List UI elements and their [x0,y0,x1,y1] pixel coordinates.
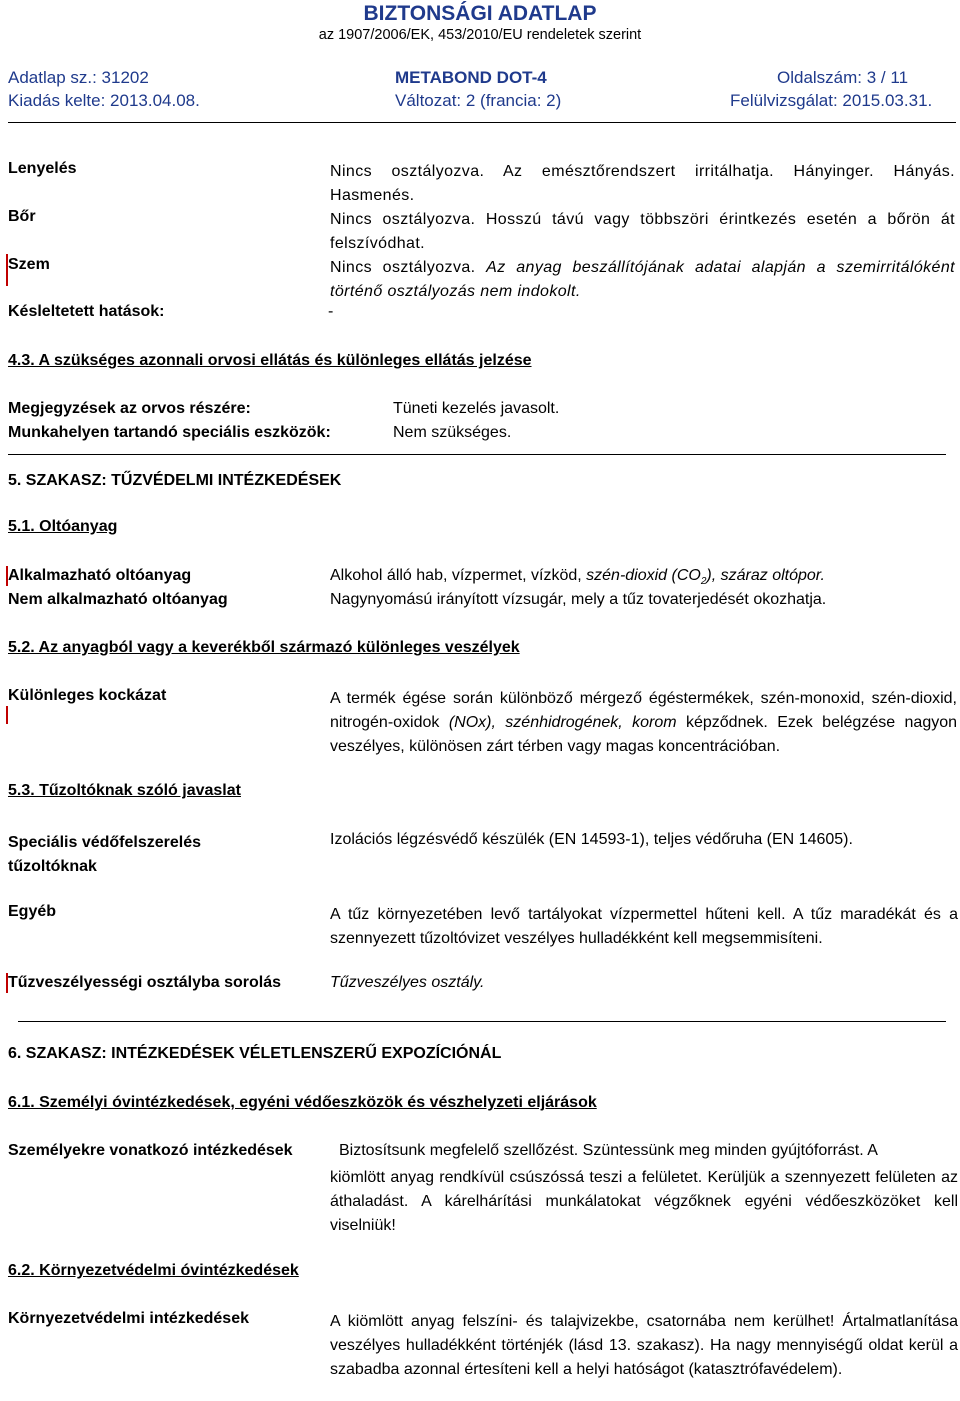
section-divider [8,454,946,455]
szemelyek-label: Személyekre vonatkozó intézkedések [8,1142,293,1159]
szem-label: Szem [8,256,50,273]
section-5-3-title: 5.3. Tűzoltóknak szóló javaslat [8,782,241,799]
szem-text-plain: Nincs osztályozva. [330,259,476,276]
kornyezetvedelmi-text: A kiömlött anyag felszíni- és talajvizekbe, csatornába nem kerülhet! Ártalmatlanítása veszélyes hulladékként történjék (lásd 13. szakasz). Ha nagy mennyiségű oldat kerül a szabadba azonnal értesíteni kell a helyi hatóságot (katasztrófavédelem). [330,1313,958,1378]
egyeb-text: A tűz környezetében levő tartályokat vízpermettel hűteni kell. A tűz maradékát és a szennyezett tűzoltóvizet veszélyes hulladékként kell megsemmisíteni. [330,906,958,947]
szemelyek-text-first-line: Biztosítsunk megfelelő szellőzést. Szüntessünk meg minden gyújtóforrást. A [339,1142,878,1159]
alkalmazhato-text-italic: szén-dioxid $(CO_2)$, száraz oltópor. [586,567,825,588]
section-5-1-title: 5.1. Oltóanyag [8,518,118,535]
orvos-text: Tüneti kezelés javasolt. [393,400,560,417]
orvos-label: Megjegyzések az orvos részére: [8,400,251,417]
specialis-text: Izolációs légzésvédő készülék (EN 14593-1), teljes védőruha (EN 14605). [330,831,853,848]
section-divider [18,1021,946,1022]
section-4-3-title: 4.3. A szükséges azonnali orvosi ellátás és különleges ellátás jelzése [8,352,532,369]
kornyezetvedelmi-label: Környezetvédelmi intézkedések [8,1310,249,1327]
tuzveszelyesseg-text: Tűzveszélyes osztály. [330,974,485,991]
alkalmazhato-text-plain: Alkohol álló hab, vízpermet, vízköd, [330,567,582,584]
change-bar [6,706,8,724]
section-6-1-title: 6.1. Személyi óvintézkedések, egyéni védőeszközök és vészhelyzeti eljárások [8,1094,597,1111]
header-divider [8,122,956,123]
issue-date: Kiadás kelte: 2013.04.08. [8,91,200,110]
munkahely-label: Munkahelyen tartandó speciális eszközök: [8,424,331,441]
szemelyek-text: kiömlött anyag rendkívül csúszóssá teszi a felületet. Kerüljük a szennyezett felületen az áthaladást. A kárelhárítási munkálatokat végzőknek egyéni védőeszközöket kell viselniük! [330,1169,958,1234]
product-name: METABOND DOT-4 [395,68,547,87]
tuzveszelyesseg-label: Tűzveszélyességi osztályba sorolás [8,974,282,991]
kesleltetett-label: Késleltetett hatások: [8,303,165,320]
kesleltetett-text: - [328,303,334,320]
nem-alkalmazhato-label: Nem alkalmazható oltóanyag [8,591,228,608]
kulonleges-text: A termék égése során különböző mérgező égéstermékek, szén-monoxid, szén-dioxid, nitrogén-oxidok (NOx), szénhidrogének, korom képződnek. Ezek belégzése nagyon veszélyes, különösen zárt térben vagy magas koncentrációban. [330,690,958,755]
revision-date: Felülvizsgálat: 2015.03.31. [730,91,933,110]
munkahely-text: Nem szükséges. [393,424,512,441]
regulation-subtitle: az 1907/2006/EK, 453/2010/EU rendeletek szerint [318,27,642,43]
doc-number: Adatlap sz.: 31202 [8,68,149,87]
bor-text: Nincs osztályozva. Hosszú távú vagy többszöri érintkezés esetén a bőrön át felszívódhat. [330,211,955,252]
lenyeles-label: Lenyelés [8,160,77,177]
egyeb-label: Egyéb [8,903,57,920]
nem-alkalmazhato-text: Nagynyomású irányított vízsugár, mely a tűz tovaterjedését okozhatja. [330,591,827,608]
section-5-2-title: 5.2. Az anyagból vagy a keverékből származó különleges veszélyek [8,639,520,656]
section-6-2-title: 6.2. Környezetvédelmi óvintézkedések [8,1262,299,1279]
specialis-label: Speciális védőfelszerelés tűzoltóknak [8,834,201,875]
szem-text-italic: Az anyag beszállítójának adatai alapján a szemirritálóként történő osztályozás nem indokolt. [330,259,955,300]
alkalmazhato-text [330,567,825,587]
document-title: BIZTONSÁGI ADATLAP [363,2,597,25]
version: Változat: 2 (francia: 2) [395,91,562,110]
lenyeles-text: Nincs osztályozva. Az emésztőrendszert irritálhatja. Hányinger. Hányás. Hasmenés. [330,163,955,204]
szem-text [330,256,955,304]
section-5-title: 5. SZAKASZ: TŰZVÉDELMI INTÉZKEDÉSEK [8,472,342,489]
page-number: Oldalszám: 3 / 11 [777,68,909,87]
alkalmazhato-label: Alkalmazható oltóanyag [8,567,192,584]
kulonleges-label: Különleges kockázat [8,687,167,704]
section-6-title: 6. SZAKASZ: INTÉZKEDÉSEK VÉLETLENSZERŰ EXPOZÍCIÓNÁL [8,1045,502,1062]
bor-label: Bőr [8,208,36,225]
